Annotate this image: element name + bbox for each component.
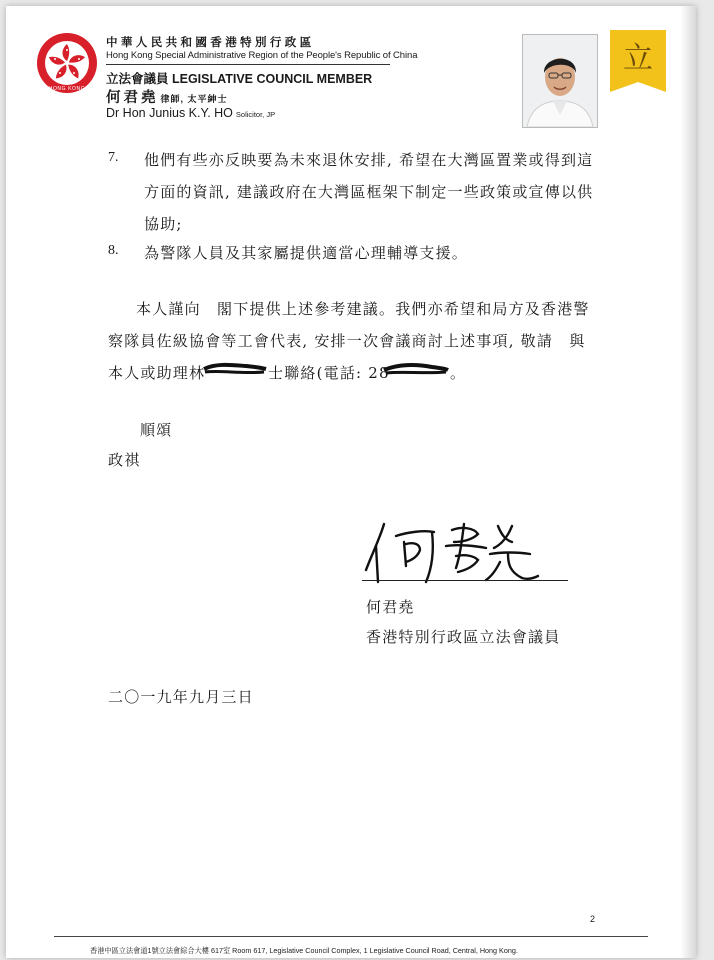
page-number: 2 [590, 914, 596, 924]
redaction-mark-phone [382, 360, 450, 378]
header-lc-member: 立法會議員 LEGISLATIVE COUNCIL MEMBER [106, 72, 373, 86]
header-name-en [106, 106, 275, 120]
signatory-title: 香港特別行政區立法會議員 [366, 628, 561, 646]
letter-date: 二〇一九年九月三日 [108, 688, 254, 706]
header-country-cn: 中華人民共和國香港特別行政區 [106, 37, 315, 49]
member-portrait [522, 34, 598, 128]
signature-rule [362, 580, 568, 581]
name-cn: 何君堯 [106, 90, 159, 106]
footer-rule [54, 936, 648, 937]
emblem-text: HONG KONG [48, 86, 86, 92]
contact-prefix: 本人或助理林 [108, 364, 206, 382]
name-en: Dr Hon Junius K.Y. HO [106, 106, 233, 120]
contact-suffix: 。 [450, 364, 467, 382]
hksar-emblem-icon [36, 32, 98, 94]
letter-page [6, 6, 696, 958]
header-name-cn [106, 86, 228, 107]
item7-number: 7. [108, 150, 119, 165]
item8-number: 8. [108, 243, 119, 258]
header-rule [106, 64, 390, 65]
closing-line-2: 政祺 [108, 451, 141, 469]
header-country-en: Hong Kong Special Administrative Region of the People's Republic of China [106, 50, 418, 61]
paragraph-line-1: 本人謹向 閣下提供上述參考建議。我們亦希望和局方及香港警 [136, 300, 590, 318]
legco-logo-icon [610, 30, 666, 92]
item8-line: 為警隊人員及其家屬提供適當心理輔導支援。 [144, 244, 469, 262]
footer-address: 香港中區立法會道1號立法會綜合大樓 617室 Room 617, Legislative Council Complex, 1 Legislative Council Road, Central, Hong Kong. [90, 946, 518, 955]
paragraph-line-2: 察隊員佐級協會等工會代表, 安排一次會議商討上述事項, 敬請 與 [108, 332, 586, 350]
name-en-title: Solicitor, JP [235, 110, 276, 119]
page-edge-shadow [680, 6, 696, 958]
contact-middle: 士聯絡(電話: 28 [268, 364, 390, 382]
closing-line-1: 順頌 [140, 421, 173, 439]
redaction-mark-name [202, 360, 268, 378]
item7-line-2: 方面的資訊, 建議政府在大灣區框架下制定一些政策或宣傳以供 [144, 183, 594, 201]
item7-line-3: 協助; [144, 215, 183, 233]
name-cn-title: 律師, 太平紳士 [160, 94, 228, 104]
item7-line-1: 他們有些亦反映要為未來退休安排, 希望在大灣區置業或得到這 [144, 151, 594, 169]
handwritten-signature [362, 516, 542, 586]
signatory-name: 何君堯 [366, 598, 415, 616]
legco-logo-char: 立 [623, 41, 653, 76]
